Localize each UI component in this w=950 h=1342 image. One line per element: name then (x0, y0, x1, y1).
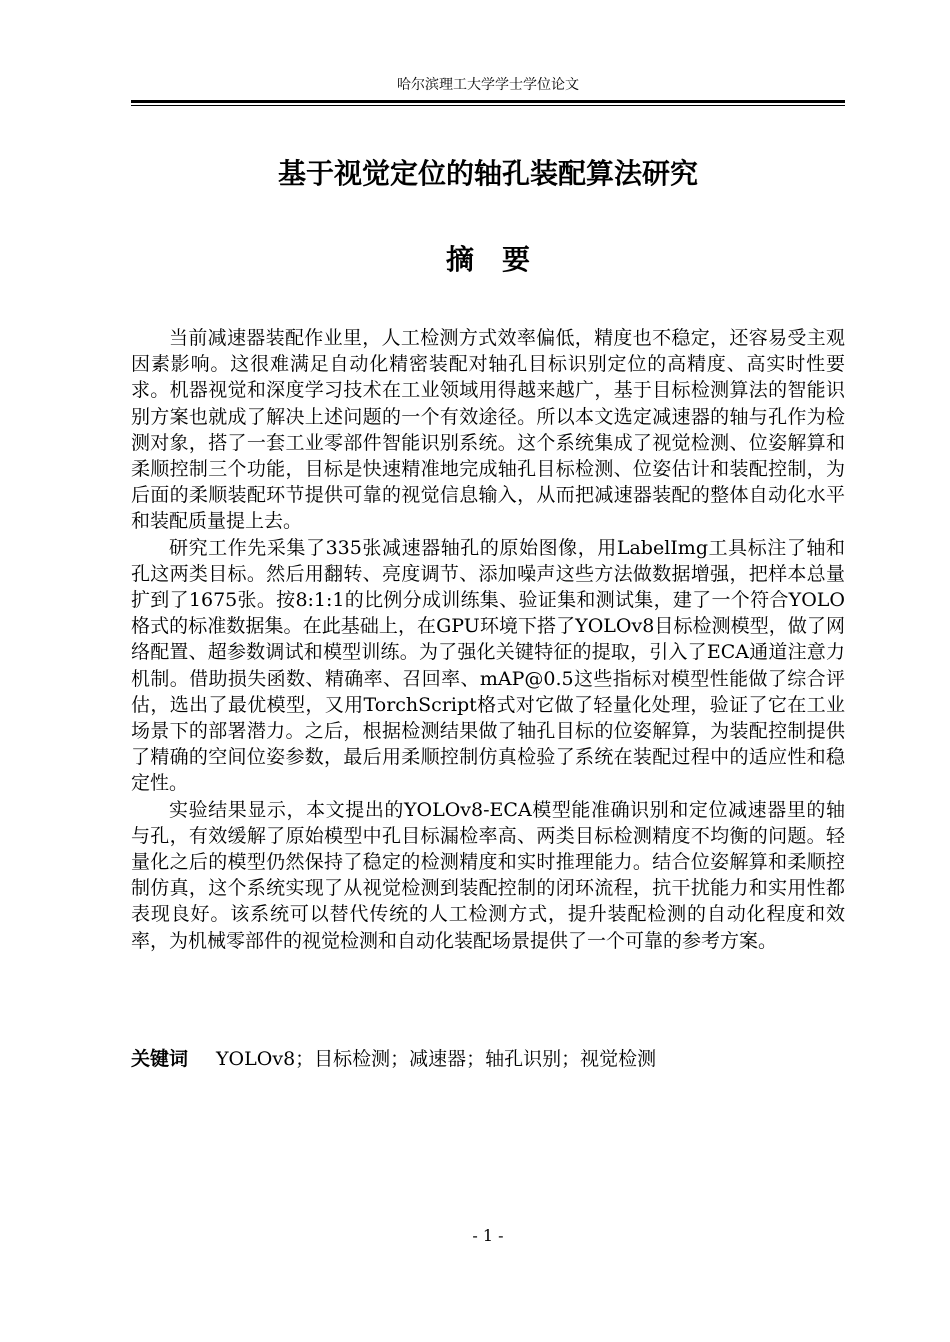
keywords-label: 关键词 (131, 1048, 189, 1070)
header-rule-thick (131, 100, 845, 103)
abstract-heading: 摘要 (445, 243, 558, 276)
keywords-line (131, 1046, 845, 1072)
thesis-title: 基于视觉定位的轴孔装配算法研究 (277, 157, 698, 190)
abstract-paragraph-3: 实验结果显示，本文提出的YOLOv8-ECA模型能准确识别和定位减速器里的轴与孔，有效缓解了原始模型中孔目标漏检率高、两类目标检测精度不均衡的问题。轻量化之后的模型仍然保持了稳定的检测精度和实时推理能力。结合位姿解算和柔顺控制仿真，这个系统实现了从视觉检测到装配控制的闭环流程，抗干扰能力和实用性都表现良好。该系统可以替代传统的人工检测方式，提升装配检测的自动化程度和效率，为机械零部件的视觉检测和自动化装配场景提供了一个可靠的参考方案。 (131, 798, 845, 952)
abstract-body (131, 325, 845, 954)
page-number: - 1 - (472, 1226, 504, 1245)
abstract-paragraph-2: 研究工作先采集了335张减速器轴孔的原始图像，用LabelImg工具标注了轴和孔这两类目标。然后用翻转、亮度调节、添加噪声这些方法做数据增强，把样本总量扩到了1675张。按8:1:1的比例分成训练集、验证集和测试集，建了一个符合YOLO格式的标准数据集。在此基础上，在GPU环境下搭了YOLOv8目标检测模型，做了网络配置、超参数调试和模型训练。为了强化关键特征的提取，引入了ECA通道注意力机制。借助损失函数、精确率、召回率、mAP@0.5这些指标对模型性能做了综合评估，选出了最优模型，又用TorchScript格式对它做了轻量化处理，验证了它在工业场景下的部署潜力。之后，根据检测结果做了轴孔目标的位姿解算，为装配控制提供了精确的空间位姿参数，最后用柔顺控制仿真检验了系统在装配过程中的适应性和稳定性。 (131, 536, 845, 795)
header-rule-thin (131, 105, 845, 106)
running-header: 哈尔滨理工大学学士学位论文 (397, 77, 579, 93)
keywords-value: YOLOv8；目标检测；减速器；轴孔识别；视觉检测 (216, 1048, 657, 1070)
abstract-paragraph-1: 当前减速器装配作业里，人工检测方式效率偏低，精度也不稳定，还容易受主观因素影响。这很难满足自动化精密装配对轴孔目标识别定位的高精度、高实时性要求。机器视觉和深度学习技术在工业领域用得越来越广，基于目标检测算法的智能识别方案也就成了解决上述问题的一个有效途径。所以本文选定减速器的轴与孔作为检测对象，搭了一套工业零部件智能识别系统。这个系统集成了视觉检测、位姿解算和柔顺控制三个功能，目标是快速精准地完成轴孔目标检测、位姿估计和装配控制，为后面的柔顺装配环节提供可靠的视觉信息输入，从而把减速器装配的整体自动化水平和装配质量提上去。 (131, 327, 845, 533)
